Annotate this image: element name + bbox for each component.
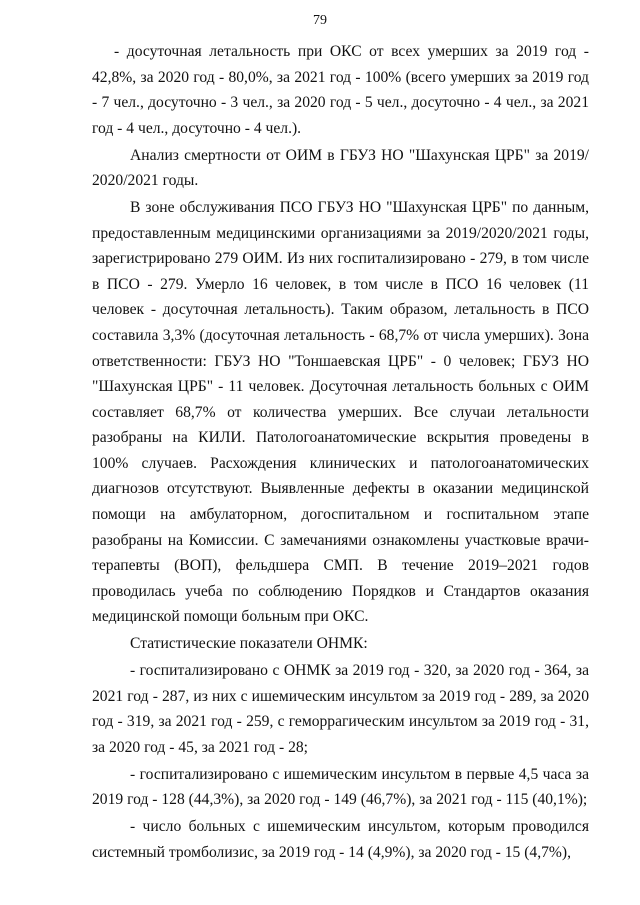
paragraph-thrombolysis: - число больных с ишемическим инсультом, которым проводился системный тромболизис, за 2019 год - 14 (4,9%), за 2020 год - 15 (4,7%), — [92, 817, 589, 861]
paragraph-ami-analysis: В зоне обслуживания ПСО ГБУЗ НО "Шахунская ЦРБ" по данным, предоставленным медицинскими организациями за 2019/2020/2021 годы, зарегистрировано 279 ОИМ. Из них госпитализировано - 279, в том числе в ПСО - 279. Умерло 16 человек, в том числе в ПСО 16 человек (11 человек - досуточная летальность). Таким образом, летальность в ПСО составила 3,3% (досуточная летальность - 68,7% от числа умерших). Зона ответственности: ГБУЗ НО "Тоншаевская ЦРБ" - 0 человек; ГБУЗ НО "Шахунская ЦРБ" - 11 человек. Досуточная летальность больных с ОИМ составляет 68,7% от количества умерших. Все случаи летальности разобраны на КИЛИ. Патологоанатомические вскрытия проведены в 100% случаев. Расхождения клинических и патологоанатомических диагнозов отсутствуют. Выявленные дефекты в оказании медицинской помощи на амбулаторном, догоспитальном и госпитальном этапе разобраны на Комиссии. С замечаниями ознакомлены участковые врачи-терапевты (ВОП), фельдшера СМП. В течение 2019–2021 годов проводилась учеба по соблюдению Порядков и Стандартов оказания медицинской помощи больным при ОКС. — [92, 198, 589, 626]
page-number: 79 — [313, 13, 327, 28]
paragraph-stroke-stats-heading: Статистические показатели ОНМК: — [130, 635, 368, 653]
paragraph-stroke-first-hours: - госпитализировано с ишемическим инсультом в первые 4,5 часа за 2019 год - 128 (44,3%), за 2020 год - 149 (46,7%), за 2021 год - 115 (40,1%); — [92, 765, 589, 809]
paragraph-stroke-hospitalized: - госпитализировано с ОНМК за 2019 год - 320, за 2020 год - 364, за 2021 год - 287, из них с ишемическим инсультом за 2019 год - 289, за 2020 год - 319, за 2021 год - 259, с геморрагическим инсультом за 2019 год - 31, за 2020 год - 45, за 2021 год - 28; — [92, 662, 589, 756]
paragraph-ami-analysis-heading: Анализ смертности от ОИМ в ГБУЗ НО "Шахунская ЦРБ" за 2019/ 2020/2021 годы. — [92, 146, 589, 190]
document-body — [92, 39, 589, 866]
paragraph-ocs-mortality: - досуточная летальность при ОКС от всех умерших за 2019 год - 42,8%, за 2020 год - 80,0%, за 2021 год - 100% (всего умерших за 2019 год - 7 чел., досуточно - 3 чел., за 2020 год - 5 чел., досуточно - 4 чел., за 2021 год - 4 чел., досуточно - 4 чел.). — [92, 43, 589, 137]
